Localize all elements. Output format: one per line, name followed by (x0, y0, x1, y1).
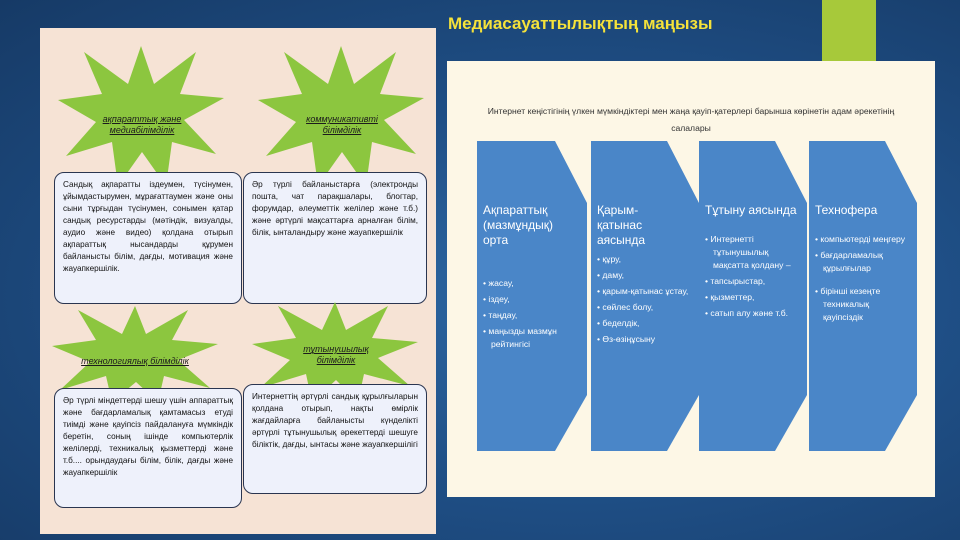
burst-label-info-media: ақпараттық және медиабілімділік (102, 114, 182, 135)
list-item: • беделдік, (597, 317, 689, 330)
list-item: • Интернетті тұтынушылық мақсатта қолдану – (705, 233, 795, 272)
technological-description: Әр түрлі міндеттерді шешу үшін аппараттық және бағдарламалық қамтамасыз етуді тиімді және қауіпсіз пайдалануға мүмкіндік беретін, соның ішінде компьютерлік желілерді, техникалық қызметтерді және т.б.... орындаудағы білім, білік, дағды және жауапкершілік (54, 388, 242, 508)
consumer-description: Интернеттің әртүрлі сандық құрылғыларын қолдана отырып, нақты өмірлік жағдайларға байланысты күнделікті әртүрлі тұтынушылық әрекеттерді шешуге біліктік, дағды, ынтасы және жауапкершілігі (243, 384, 427, 494)
list-item: • қарым-қатынас ұстау, (597, 285, 689, 298)
burst-label-communicative: коммуникативті білімділік (306, 114, 378, 135)
list-item: • сатып алу және т.б. (705, 307, 795, 320)
list-item: • қызметтер, (705, 291, 795, 304)
list-item: • іздеу, (483, 293, 577, 306)
list-item: • Өз-өзіңұсыну (597, 333, 689, 346)
list-item: • таңдау, (483, 309, 577, 322)
left-panel (40, 28, 436, 534)
column-title-communication: Қарым-қатынас аясында (597, 203, 646, 247)
list-item: • бағдарламалық құрылғылар (815, 249, 907, 275)
list-item: • даму, (597, 269, 689, 282)
list-item: • тапсырыстар, (705, 275, 795, 288)
spheres-heading (447, 103, 935, 137)
list-item: • маңызды мазмұн рейтингісі (483, 325, 577, 351)
column-title-consumption: Тұтыну аясында (705, 203, 797, 217)
list-item: • сөйлес болу, (597, 301, 689, 314)
list-item: • жасау, (483, 277, 577, 290)
spheres-heading-text: Интернет кеңістігінің үлкен мүмкіндіктері мен жаңа қауіп-қатерлері барынша көрінетін адам әрекетінің салалары (487, 106, 895, 133)
column-list-technosphere (815, 233, 907, 327)
column-list-consumption (705, 233, 795, 323)
right-panel (447, 61, 935, 497)
column-title-technosphere: Технофера (815, 203, 878, 217)
accent-bar (822, 0, 876, 62)
info-media-description: Сандық ақпаратты іздеумен, түсінумен, ұйымдастырумен, мұрағаттаумен және оны сыни тұрғыдан түсінумен, сонымен қатар сандық ресурстарды (мәтіндік, визуалды, аудио және видео) қолдана отырып ақпараттық нысандарды құрумен байланысты білім, дағды, мотивация және жауапкершілік. (54, 172, 242, 304)
list-item: • құру, (597, 253, 689, 266)
burst-label-consumer: тұтынушылық білімділік (303, 344, 369, 365)
column-title-info-environment: Ақпараттық (мазмұндық) орта (483, 203, 554, 247)
column-list-communication (597, 253, 689, 349)
column-list-info-environment (483, 277, 577, 354)
list-item: • бірінші кезеңте техникалық қауіпсіздік (815, 285, 907, 324)
burst-label-technological: технологиялық білімділік (81, 356, 189, 366)
list-item: • компьютерді меңгеру (815, 233, 907, 246)
slide-title: Медиасауаттылықтың маңызы (448, 14, 713, 33)
communicative-description: Әр түрлі байланыстарға (электронды пошта, чат парақшалары, блогтар, форумдар, әлеуметтік желілер және т.б.) және әртүрлі мақсаттарға арналған білім, білік, ынталандыру және жауапкершілік (243, 172, 427, 304)
